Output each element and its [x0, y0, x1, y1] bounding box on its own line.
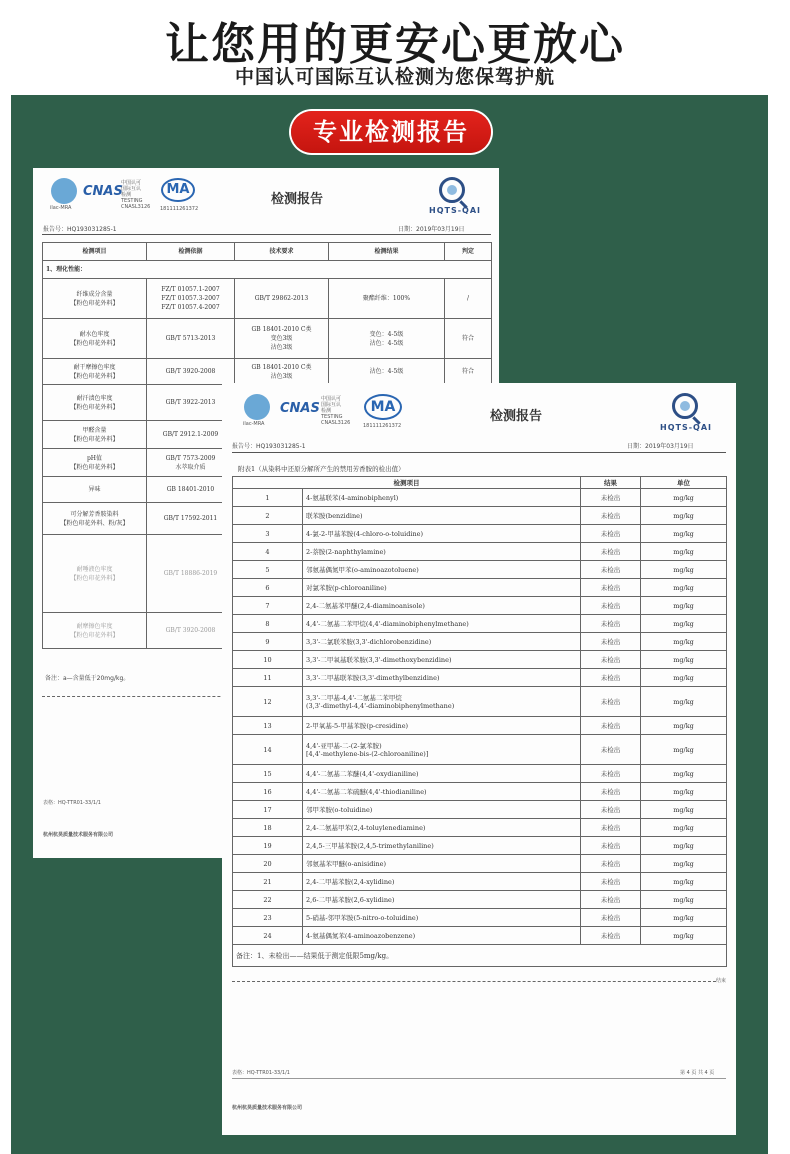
table-row	[233, 717, 727, 735]
result-cell: 未检出	[581, 927, 641, 945]
unit-cell: mg/kg	[641, 561, 727, 579]
result-cell: 未检出	[581, 615, 641, 633]
page-number: 第 4 页 共 4 页	[680, 1070, 715, 1076]
ma-logo: MA	[364, 394, 402, 420]
table-cell: 耐唾液色牢度 【粉色印花外料】	[43, 535, 147, 613]
table-row	[233, 687, 727, 717]
row-number: 21	[233, 873, 303, 891]
cnas-logo: CNAS	[83, 184, 123, 199]
amine-name: 2,6-二甲基苯胺(2,6-xylidine)	[303, 891, 581, 909]
unit-cell: mg/kg	[641, 765, 727, 783]
unit-cell: mg/kg	[641, 717, 727, 735]
unit-cell: mg/kg	[641, 579, 727, 597]
table-cell: FZ/T 01057.1-2007 FZ/T 01057.3-2007 FZ/T 01057.4-2007	[147, 279, 235, 319]
page-title: 让您用的更安心更放心	[165, 19, 625, 70]
amine-name: 2,4-二甲基苯胺(2,4-xylidine)	[303, 873, 581, 891]
row-number: 18	[233, 819, 303, 837]
table-row	[233, 507, 727, 525]
result-cell: 未检出	[581, 891, 641, 909]
unit-cell: mg/kg	[641, 597, 727, 615]
row-number: 20	[233, 855, 303, 873]
result-cell: 未检出	[581, 633, 641, 651]
table-row	[233, 543, 727, 561]
table-cell: GB/T 3922-2013	[147, 385, 235, 421]
amine-name: 4-氨基联苯(4-aminobiphenyl)	[303, 489, 581, 507]
report-sheet-2	[222, 383, 736, 1135]
table-cell: pH值 【粉色印花外料】	[43, 449, 147, 477]
ma-number: 181111261372	[160, 206, 199, 212]
table-cell: 聚酯纤维：100%	[329, 279, 445, 319]
row-number: 16	[233, 783, 303, 801]
hqts-logo-icon	[439, 177, 465, 203]
amine-name: 3,3'-二甲基联苯胺(3,3'-dimethylbenzidine)	[303, 669, 581, 687]
table-row	[233, 909, 727, 927]
amine-name: 2-萘胺(2-naphthylamine)	[303, 543, 581, 561]
report-note: 备注：a—含量低于20mg/kg。	[45, 675, 130, 682]
report-note: 备注：1、未检出——结果低于测定低限5mg/kg。	[233, 945, 727, 967]
table-cell: GB/T 18886-2019	[147, 535, 235, 613]
table-row	[233, 735, 727, 765]
unit-cell: mg/kg	[641, 735, 727, 765]
table-cell: 纤维成分含量 【粉色印花外料】	[43, 279, 147, 319]
report-number: 报告号：HQ193031285-1	[232, 443, 306, 450]
amine-name: 2,4-二氨基甲苯(2,4-toluylenediamine)	[303, 819, 581, 837]
amine-name: 2,4-二氨基苯甲醚(2,4-diaminoanisole)	[303, 597, 581, 615]
table-cell: 异味	[43, 477, 147, 503]
unit-cell: mg/kg	[641, 819, 727, 837]
footer-company: 杭州杭昊质量技术服务有限公司	[43, 832, 114, 838]
unit-cell: mg/kg	[641, 855, 727, 873]
row-number: 14	[233, 735, 303, 765]
table-cell: GB/T 17592-2011	[147, 503, 235, 535]
result-cell: 未检出	[581, 783, 641, 801]
table-caption: 附表1（从染料中还原分解所产生的禁用芳香胺的检出值）	[238, 465, 405, 473]
footer-company: 杭州杭昊质量技术服务有限公司	[232, 1105, 303, 1111]
column-header: 检测依据	[147, 243, 235, 261]
table-row	[233, 615, 727, 633]
table-cell: GB 18401-2010	[147, 477, 235, 503]
result-cell: 未检出	[581, 801, 641, 819]
column-header: 技术要求	[235, 243, 329, 261]
amine-name: 邻氨基苯甲醚(o-anisidine)	[303, 855, 581, 873]
table-row	[233, 801, 727, 819]
row-number: 10	[233, 651, 303, 669]
unit-cell: mg/kg	[641, 783, 727, 801]
table-row	[233, 597, 727, 615]
table-cell: GB/T 5713-2013	[147, 319, 235, 359]
table-row	[233, 651, 727, 669]
ilac-logo-icon	[244, 394, 270, 420]
amine-name: 2,4,5-三甲基苯胺(2,4,5-trimethylaniline)	[303, 837, 581, 855]
unit-cell: mg/kg	[641, 891, 727, 909]
table-cell: GB/T 7573-2009 水萃取介质	[147, 449, 235, 477]
ilac-logo-icon	[51, 178, 77, 204]
report-date: 日期：2019年03月19日	[627, 443, 694, 450]
table-row	[233, 525, 727, 543]
footer-rule	[232, 1078, 726, 1079]
amine-name: 4,4'-二氨基二苯硫醚(4,4'-thiodianiline)	[303, 783, 581, 801]
report-title: 检测报告	[271, 192, 324, 207]
amine-name: 5-硝基-邻甲苯胺(5-nitro-o-toluidine)	[303, 909, 581, 927]
row-number: 9	[233, 633, 303, 651]
ilac-label: ilac-MRA	[243, 421, 265, 427]
amine-name: 联苯胺(benzidine)	[303, 507, 581, 525]
result-cell: 未检出	[581, 507, 641, 525]
amine-name: 3,3'-二甲氧基联苯胺(3,3'-dimethoxybenzidine)	[303, 651, 581, 669]
amine-name: 对氯苯胺(p-chloroaniline)	[303, 579, 581, 597]
amine-name: 4-氯-2-甲基苯胺(4-chloro-o-toluidine)	[303, 525, 581, 543]
table-row	[233, 633, 727, 651]
row-number: 2	[233, 507, 303, 525]
table-cell: 符合	[445, 359, 492, 385]
table-header-row	[43, 243, 492, 261]
row-number: 6	[233, 579, 303, 597]
table-cell: GB/T 2912.1-2009	[147, 421, 235, 449]
table-row	[233, 855, 727, 873]
amine-name: 4,4'-亚甲基-二-(2-氯苯胺) [4,4'-methylene-bis-(2-chloroaniline)]	[303, 735, 581, 765]
result-cell: 未检出	[581, 735, 641, 765]
header-rule	[42, 234, 491, 235]
header-rule	[232, 452, 726, 453]
row-number: 22	[233, 891, 303, 909]
report-number: 报告号：HQ193031285-1	[43, 226, 117, 233]
amine-name: 4,4'-二氨基二苯醚(4,4'-oxydianiline)	[303, 765, 581, 783]
table-row	[233, 489, 727, 507]
result-cell: 未检出	[581, 489, 641, 507]
page-subtitle: 中国认可国际互认检测为您保驾护航	[234, 66, 555, 88]
table-cell: 可分解芳香胺染料 【粉色印花外料、粉/灰】	[43, 503, 147, 535]
row-number: 17	[233, 801, 303, 819]
unit-cell: mg/kg	[641, 873, 727, 891]
amine-name: 4-氨基偶氮苯(4-aminoazobenzene)	[303, 927, 581, 945]
unit-cell: mg/kg	[641, 687, 727, 717]
table-cell: GB 18401-2010 C类 沾色3级	[235, 359, 329, 385]
table-row	[233, 927, 727, 945]
table-cell: 耐摩擦色牢度 【粉色印花外料】	[43, 613, 147, 649]
result-cell: 未检出	[581, 765, 641, 783]
row-number: 13	[233, 717, 303, 735]
cnas-small-text: 中国认可 国际互认 检测 TESTING CNASL3126	[121, 180, 151, 210]
table-row	[43, 359, 492, 385]
amine-name: 3,3'-二甲基-4,4'-二氨基二苯甲烷 (3,3'-dimethyl-4,4'-diaminobiphenylmethane)	[303, 687, 581, 717]
result-cell: 未检出	[581, 819, 641, 837]
column-header: 检测结果	[329, 243, 445, 261]
row-number: 7	[233, 597, 303, 615]
amine-name: 邻氨基偶氮甲苯(o-aminoazotoluene)	[303, 561, 581, 579]
row-number: 8	[233, 615, 303, 633]
amine-name: 邻甲苯胺(o-toluidine)	[303, 801, 581, 819]
result-cell: 未检出	[581, 837, 641, 855]
unit-cell: mg/kg	[641, 633, 727, 651]
result-cell: 未检出	[581, 687, 641, 717]
result-cell: 未检出	[581, 561, 641, 579]
result-cell: 未检出	[581, 669, 641, 687]
section-badge: 专业检测报告	[291, 111, 491, 153]
cnas-logo: CNAS	[280, 401, 320, 416]
table-row	[233, 669, 727, 687]
result-cell: 未检出	[581, 525, 641, 543]
ilac-label: ilac-MRA	[50, 205, 72, 211]
table-row	[233, 783, 727, 801]
column-header: 结果	[581, 477, 641, 489]
aromatic-amine-table	[232, 476, 727, 967]
row-number: 12	[233, 687, 303, 717]
result-cell: 未检出	[581, 543, 641, 561]
row-number: 4	[233, 543, 303, 561]
column-header: 检测项目	[233, 477, 581, 489]
column-header: 判定	[445, 243, 492, 261]
unit-cell: mg/kg	[641, 801, 727, 819]
result-cell: 未检出	[581, 651, 641, 669]
unit-cell: mg/kg	[641, 909, 727, 927]
unit-cell: mg/kg	[641, 543, 727, 561]
footer-code: 表格：HQ-TTR01-33/1/1	[43, 800, 101, 806]
amine-name: 4,4'-二氨基二苯甲烷(4,4'-diaminobiphenylmethane)	[303, 615, 581, 633]
unit-cell: mg/kg	[641, 651, 727, 669]
table-cell: 耐汗渍色牢度 【粉色印花外料】	[43, 385, 147, 421]
hqts-label: HQTS-QAI	[660, 423, 713, 432]
footer-code: 表格：HQ-TTR01-33/1/1	[232, 1070, 290, 1076]
table-header-row	[233, 477, 727, 489]
table-row	[233, 561, 727, 579]
table-cell: GB/T 3920-2008	[147, 359, 235, 385]
hqts-logo-icon	[672, 393, 698, 419]
ma-logo: MA	[161, 178, 195, 202]
unit-cell: mg/kg	[641, 489, 727, 507]
result-cell: 未检出	[581, 873, 641, 891]
category-label: 1、理化性能：	[43, 261, 492, 279]
end-mark: 结束	[716, 978, 727, 984]
table-row	[233, 579, 727, 597]
unit-cell: mg/kg	[641, 837, 727, 855]
table-cell: GB/T 3920-2008	[147, 613, 235, 649]
result-cell: 未检出	[581, 579, 641, 597]
result-cell: 未检出	[581, 855, 641, 873]
table-cell: GB/T 29862-2013	[235, 279, 329, 319]
table-cell: 沾色：4-5级	[329, 359, 445, 385]
unit-cell: mg/kg	[641, 615, 727, 633]
row-number: 15	[233, 765, 303, 783]
row-number: 1	[233, 489, 303, 507]
table-row	[233, 765, 727, 783]
unit-cell: mg/kg	[641, 927, 727, 945]
table-cell: GB 18401-2010 C类 变色3级 沾色3级	[235, 319, 329, 359]
table-row	[43, 279, 492, 319]
column-header: 检测项目	[43, 243, 147, 261]
result-cell: 未检出	[581, 717, 641, 735]
row-number: 23	[233, 909, 303, 927]
result-cell: 未检出	[581, 597, 641, 615]
table-cell: 符合	[445, 319, 492, 359]
unit-cell: mg/kg	[641, 669, 727, 687]
hqts-label: HQTS-QAI	[429, 206, 482, 215]
amine-name: 3,3'-二氯联苯胺(3,3'-dichlorobenzidine)	[303, 633, 581, 651]
row-number: 3	[233, 525, 303, 543]
end-rule	[232, 981, 716, 982]
table-cell: 耐干摩擦色牢度 【粉色印花外料】	[43, 359, 147, 385]
table-row	[43, 319, 492, 359]
table-row	[233, 837, 727, 855]
table-row	[233, 819, 727, 837]
category-row	[43, 261, 492, 279]
report-date: 日期：2019年03月19日	[398, 226, 465, 233]
column-header: 单位	[641, 477, 727, 489]
row-number: 11	[233, 669, 303, 687]
note-row	[233, 945, 727, 967]
row-number: 24	[233, 927, 303, 945]
result-cell: 未检出	[581, 909, 641, 927]
cnas-small-text: 中国认可 国际互认 检测 TESTING CNASL3126	[321, 396, 351, 426]
table-cell: /	[445, 279, 492, 319]
table-cell: 变色：4-5级 沾色：4-5级	[329, 319, 445, 359]
table-cell: 耐水色牢度 【粉色印花外料】	[43, 319, 147, 359]
table-row	[233, 891, 727, 909]
ma-number: 181111261372	[363, 423, 402, 429]
row-number: 5	[233, 561, 303, 579]
amine-name: 2-甲氧基-5-甲基苯胺(p-cresidine)	[303, 717, 581, 735]
row-number: 19	[233, 837, 303, 855]
table-row	[233, 873, 727, 891]
report-title: 检测报告	[490, 409, 543, 424]
table-cell: 甲醛含量 【粉色印花外料】	[43, 421, 147, 449]
unit-cell: mg/kg	[641, 525, 727, 543]
unit-cell: mg/kg	[641, 507, 727, 525]
